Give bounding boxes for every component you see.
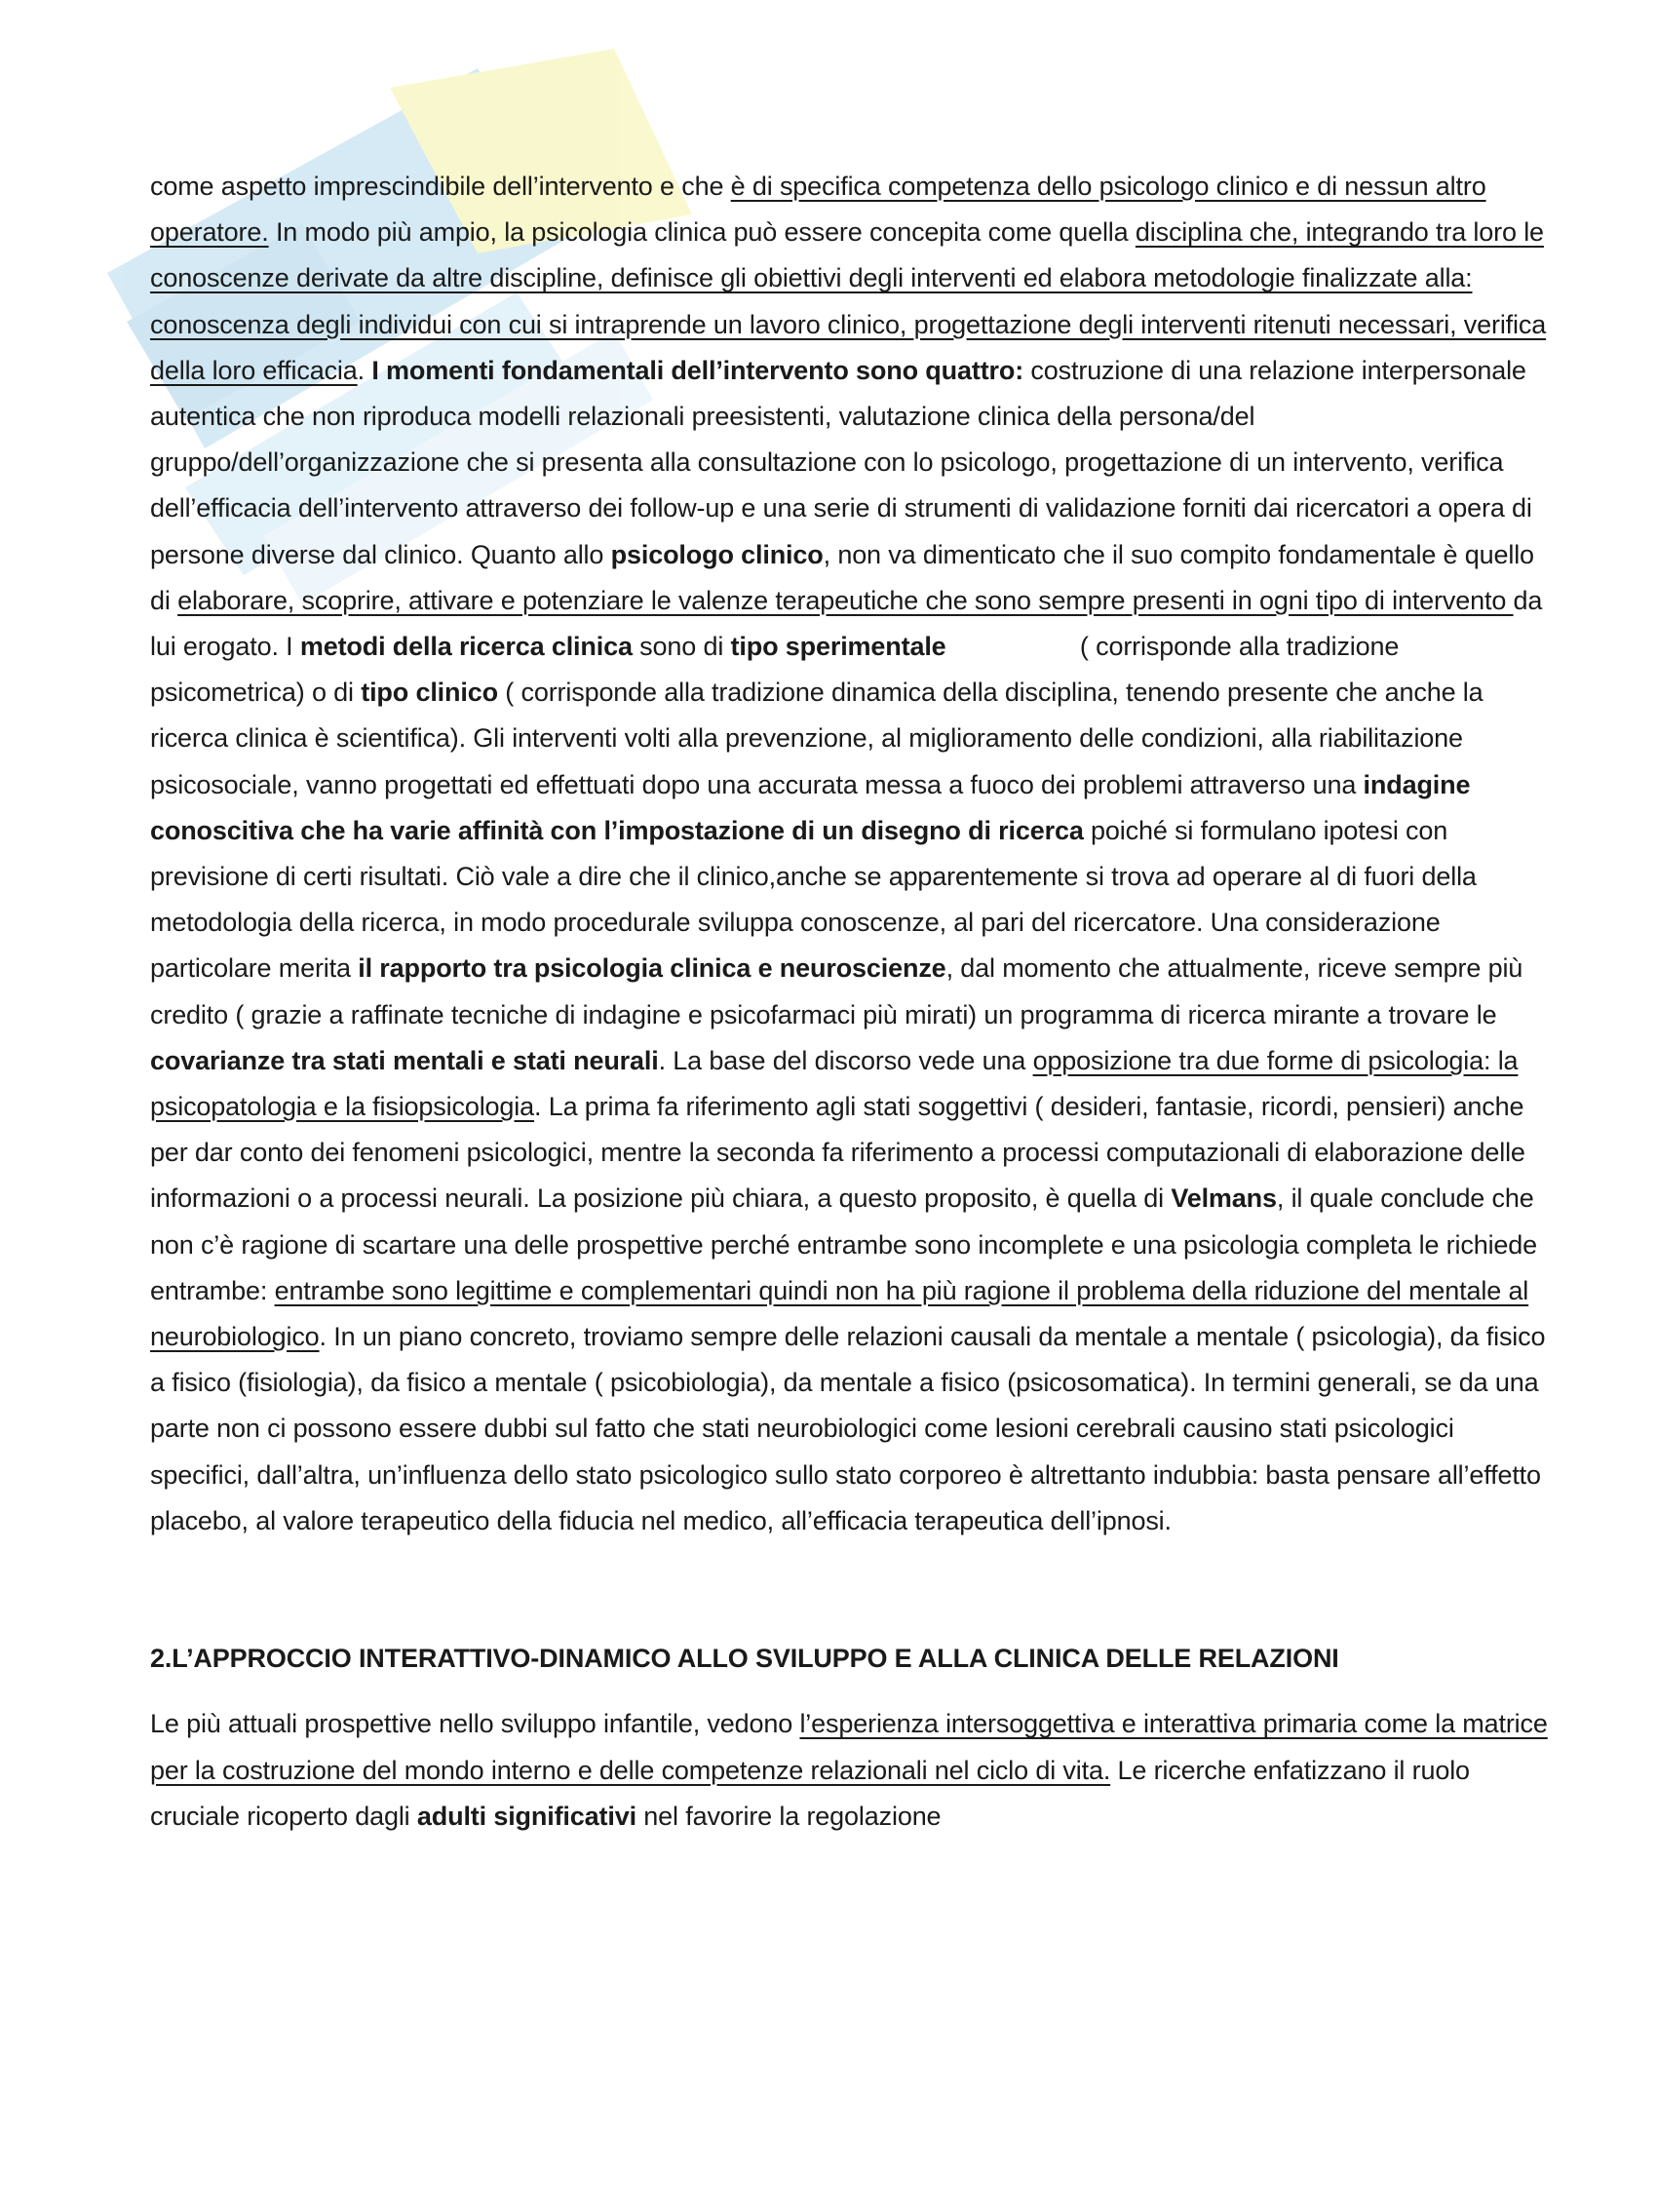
bold-run: Velmans — [1171, 1184, 1277, 1214]
underlined-run: l’esperienza intersoggettiva e interattiva primaria come la matrice per la costruzione del mondo interno e delle competenze relazionali nel ciclo di vita. — [150, 1709, 1548, 1785]
bold-run: psicologo clinico — [610, 539, 824, 569]
bold-run: il rapporto tra psicologia clinica e neuroscienze — [358, 953, 946, 984]
bold-run: I momenti fondamentali dell’intervento sono quattro: — [371, 355, 1024, 385]
underlined-run: è di specifica competenza dello psicologo clinico e di nessun altro operatore. — [150, 172, 1486, 248]
text-run: costruzione di una relazione interpersonale autentica che non riproduca modelli relazionali preesistenti, valutazione clinica della persona/del gruppo/dell’organizzazione che si presenta alla consultazione con lo psicologo, progettazione di un intervento, verifica dell’efficacia dell’intervento attraverso dei follow-up e una serie di strumenti di validazione forniti dai ricercatori a opera di persone diverse dal clinico. Quanto allo — [150, 355, 1532, 569]
bold-run: metodi della ricerca clinica — [299, 632, 633, 662]
underlined-run: disciplina che, integrando tra loro le conoscenze derivate da altre discipline, definisce gli obiettivi degli interventi ed elabora metodologie finalizzate alla: conoscenza degli individui con cui si intraprende un lavoro clinico, progettazione degli interventi ritenuti necessari, verifica della loro efficacia — [150, 217, 1547, 385]
text-run: ( corrisponde alla tradizione dinamica della disciplina, tenendo presente che anche la ricerca clinica è scientifica). Gli interventi volti alla prevenzione, al miglioramento delle condizioni, alla riabilitazione psicosociale, vanno progettati ed effettuati dopo una accurata messa a fuoco dei problemi attraverso una — [150, 678, 1484, 799]
bold-run: tipo sperimentale — [730, 632, 946, 662]
bold-run: tipo clinico — [361, 678, 498, 708]
text-run: . La base del discorso vede una — [658, 1045, 1033, 1075]
text-run: , dal momento che attualmente, riceve sempre più credito ( grazie a raffinate tecniche di indagine e psicofarmaci più mirati) un programma di ricerca mirante a trovare le — [150, 953, 1523, 1029]
text-run: In modo più ampio, la psicologia clinica può essere concepita come quella — [268, 217, 1136, 248]
text-run: . In un piano concreto, troviamo sempre delle relazioni causali da mentale a mentale ( psicologia), da fisico a fisico (fisiologia), da fisico a mentale ( psicobiologia), da mentale a fisico (psicosomatica). In termini generali, se da una parte non ci possono essere dubbi sul fatto che stati neurobiologici come lesioni cerebrali causino stati psicologici specifici, dall’altra, un’influenza dello stato psicologico sullo stato corporeo è altrettanto indubbia: basta pensare all’effetto placebo, al valore terapeutico della fiducia nel medico, all’efficacia terapeutica dell’ipnosi. — [150, 1322, 1546, 1535]
text-run: , non va dimenticato che il suo compito fondamentale è quello di — [150, 539, 1534, 615]
document-body — [150, 164, 1554, 1840]
text-run: ( corrisponde alla tradizione psicometrica) o di — [150, 632, 1400, 708]
underlined-run: entrambe sono legittime e complementari quindi non ha più ragione il problema della riduzione del mentale al neurobiologico — [150, 1275, 1529, 1352]
text-run: da lui erogato. I — [150, 585, 1543, 662]
text-run: nel favorire la regolazione — [636, 1801, 942, 1831]
bold-run: indagine conoscitiva che ha varie affinità con l’impostazione di un disegno di ricerca — [150, 769, 1471, 845]
paragraph-approccio-interattivo — [150, 1701, 1554, 1840]
text-run: , il quale conclude che non c’è ragione di scartare una delle prospettive perché entrambe sono incomplete e una psicologia completa le richiede entrambe: — [150, 1184, 1538, 1305]
text-run: sono di — [632, 632, 731, 662]
text-run: come aspetto imprescindibile dell’intervento e che — [150, 172, 731, 201]
text-run: Le più attuali prospettive nello sviluppo infantile, vedono — [150, 1709, 800, 1739]
text-run: . — [357, 355, 372, 385]
underlined-run: elaborare, scoprire, attivare e potenziare le valenze terapeutiche che sono sempre presenti in ogni tipo di intervento — [177, 585, 1514, 615]
paragraph-psicologia-clinica — [150, 164, 1554, 1544]
section-heading: 2.L’APPROCCIO INTERATTIVO-DINAMICO ALLO SVILUPPO E ALLA CLINICA DELLE RELAZIONI — [150, 1644, 1339, 1674]
underlined-run: opposizione tra due forme di psicologia: la psicopatologia e la fisiopsicologia — [150, 1045, 1519, 1122]
text-run: Le ricerche enfatizzano il ruolo cruciale ricoperto dagli — [150, 1755, 1470, 1831]
bold-run: covarianze tra stati mentali e stati neurali — [150, 1045, 659, 1075]
text-run: . La prima fa riferimento agli stati soggettivi ( desideri, fantasie, ricordi, pensieri) anche per dar conto dei fenomeni psicologici, mentre la seconda fa riferimento a processi computazionali di elaborazione delle informazioni o a processi neurali. La posizione più chiara, a questo proposito, è quella di — [150, 1092, 1525, 1214]
text-run: poiché si formulano ipotesi con previsione di certi risultati. Ciò vale a dire che il clinico,anche se apparentemente si trova ad operare al di fuori della metodologia della ricerca, in modo procedurale sviluppa conoscenze, al pari del ricercatore. Una considerazione particolare merita — [150, 815, 1477, 984]
bold-run: adulti significativi — [416, 1801, 636, 1831]
